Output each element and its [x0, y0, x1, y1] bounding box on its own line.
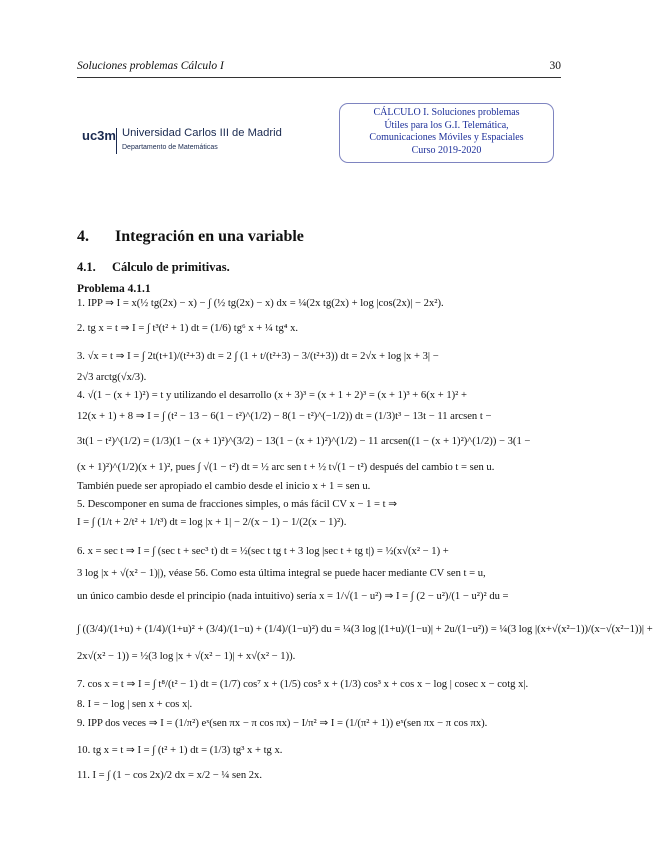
solution-line: un único cambio desde el principio (nada intuitivo) sería x = 1/√(1 − u²) ⇒ I = ∫ (2 − u²)/(1 − u²)² du =	[77, 591, 509, 602]
solution-line: I = ∫ (1/t + 2/t² + 1/t³) dt = log |x + 1| − 2/(x − 1) − 1/(2(x − 1)²).	[77, 517, 347, 528]
solution-line: 3 log |x + √(x² − 1)|), véase 56. Como esta última integral se puede hacer mediante CV sen t = u,	[77, 568, 486, 579]
solution-line: 2√3 arctg(√x/3).	[77, 372, 147, 383]
header-rule	[77, 77, 561, 78]
solution-line: 2. tg x = t ⇒ I = ∫ t³(t² + 1) dt = (1/6) tg⁶ x + ¼ tg⁴ x.	[77, 323, 299, 334]
solution-line: ∫ ((3/4)/(1+u) + (1/4)/(1+u)² + (3/4)/(1−u) + (1/4)/(1−u)²) du = ¼(3 log |(1+u)/(1−u)| + 2u/(1−u²)) = ¼(3 log |(x+√(x²−1))/(x−√(x²−1))| +	[77, 624, 653, 635]
solution-line: 5. Descomponer en suma de fracciones simples, o más fácil CV x − 1 = t ⇒	[77, 499, 398, 510]
logo-mark: uc3m	[82, 128, 116, 143]
solution-line: También puede ser apropiado el cambio desde el inicio x + 1 = sen u.	[77, 481, 371, 492]
section-number: 4.	[77, 228, 89, 245]
problem-heading: Problema 4.1.1	[77, 283, 151, 295]
course-info-box	[339, 103, 554, 163]
solution-line: 7. cos x = t ⇒ I = ∫ t⁸/(t² − 1) dt = (1/7) cos⁷ x + (1/5) cos⁵ x + (1/3) cos³ x + cos x − log | cosec x − cotg x|.	[77, 679, 529, 690]
logo-department: Departamento de Matemáticas	[122, 144, 218, 151]
running-header	[77, 58, 561, 78]
running-title: Soluciones problemas Cálculo I	[77, 60, 224, 72]
solution-line: 12(x + 1) + 8 ⇒ I = ∫ (t² − 13 − 6(1 − t²)^(1/2) − 8(1 − t²)^(−1/2)) dt = (1/3)t³ − 13t − 11 arcsen t −	[77, 411, 492, 422]
course-line-2: Útiles para los G.I. Telemática,	[384, 119, 509, 131]
subsection-number: 4.1.	[77, 260, 96, 274]
solution-line: 3. √x = t ⇒ I = ∫ 2t(t+1)/(t²+3) dt = 2 ∫ (1 + t/(t²+3) − 3/(t²+3)) dt = 2√x + log |x + 3| −	[77, 351, 439, 362]
section-title: Integración en una variable	[115, 228, 304, 245]
course-line-4: Curso 2019-2020	[411, 144, 482, 156]
course-line-1: CÁLCULO I. Soluciones problemas	[373, 107, 520, 118]
solution-line: 6. x = sec t ⇒ I = ∫ (sec t + sec³ t) dt = ½(sec t tg t + 3 log |sec t + tg t|) = ½(x√(x² − 1) +	[77, 546, 449, 557]
solution-line: 4. √(1 − (x + 1)²) = t y utilizando el desarrollo (x + 3)³ = (x + 1 + 2)³ = (x + 1)³ + 6(x + 1)² +	[77, 390, 467, 401]
course-line-3: Comunicaciones Móviles y Espaciales	[369, 132, 524, 143]
solution-line: 10. tg x = t ⇒ I = ∫ (t² + 1) dt = (1/3) tg³ x + tg x.	[77, 745, 283, 756]
logo-university-name: Universidad Carlos III de Madrid	[122, 127, 282, 139]
solution-line: 8. I = − log | sen x + cos x|.	[77, 699, 193, 710]
university-logo	[82, 126, 292, 158]
solution-line: 11. I = ∫ (1 − cos 2x)/2 dx = x/2 − ¼ sen 2x.	[77, 770, 263, 781]
solution-line: (x + 1)²)^(1/2)(x + 1)², pues ∫ √(1 − t²) dt = ½ arc sen t + ½ t√(1 − t²) después del cambio t = sen u.	[77, 462, 495, 473]
solution-line: 9. IPP dos veces ⇒ I = (1/π²) eˣ(sen πx − π cos πx) − I/π² ⇒ I = (1/(π² + 1)) eˣ(sen πx − π cos πx).	[77, 718, 488, 729]
subsection-heading	[77, 260, 230, 275]
subsection-title: Cálculo de primitivas.	[112, 260, 230, 274]
page-number: 30	[549, 60, 561, 72]
solution-line: 1. IPP ⇒ I = x(½ tg(2x) − x) − ∫ (½ tg(2x) − x) dx = ¼(2x tg(2x) + log |cos(2x)| − 2x²).	[77, 298, 444, 309]
solution-line: 3t(1 − t²)^(1/2) = (1/3)(1 − (x + 1)²)^(3/2) − 13(1 − (x + 1)²)^(1/2) − 11 arcsen((1 − (x + 1)²)^(1/2)) − 3(1 −	[77, 436, 531, 447]
section-heading	[77, 228, 304, 246]
solution-line: 2x√(x² − 1)) = ½(3 log |x + √(x² − 1)| + x√(x² − 1)).	[77, 651, 296, 662]
logo-separator	[116, 128, 117, 154]
